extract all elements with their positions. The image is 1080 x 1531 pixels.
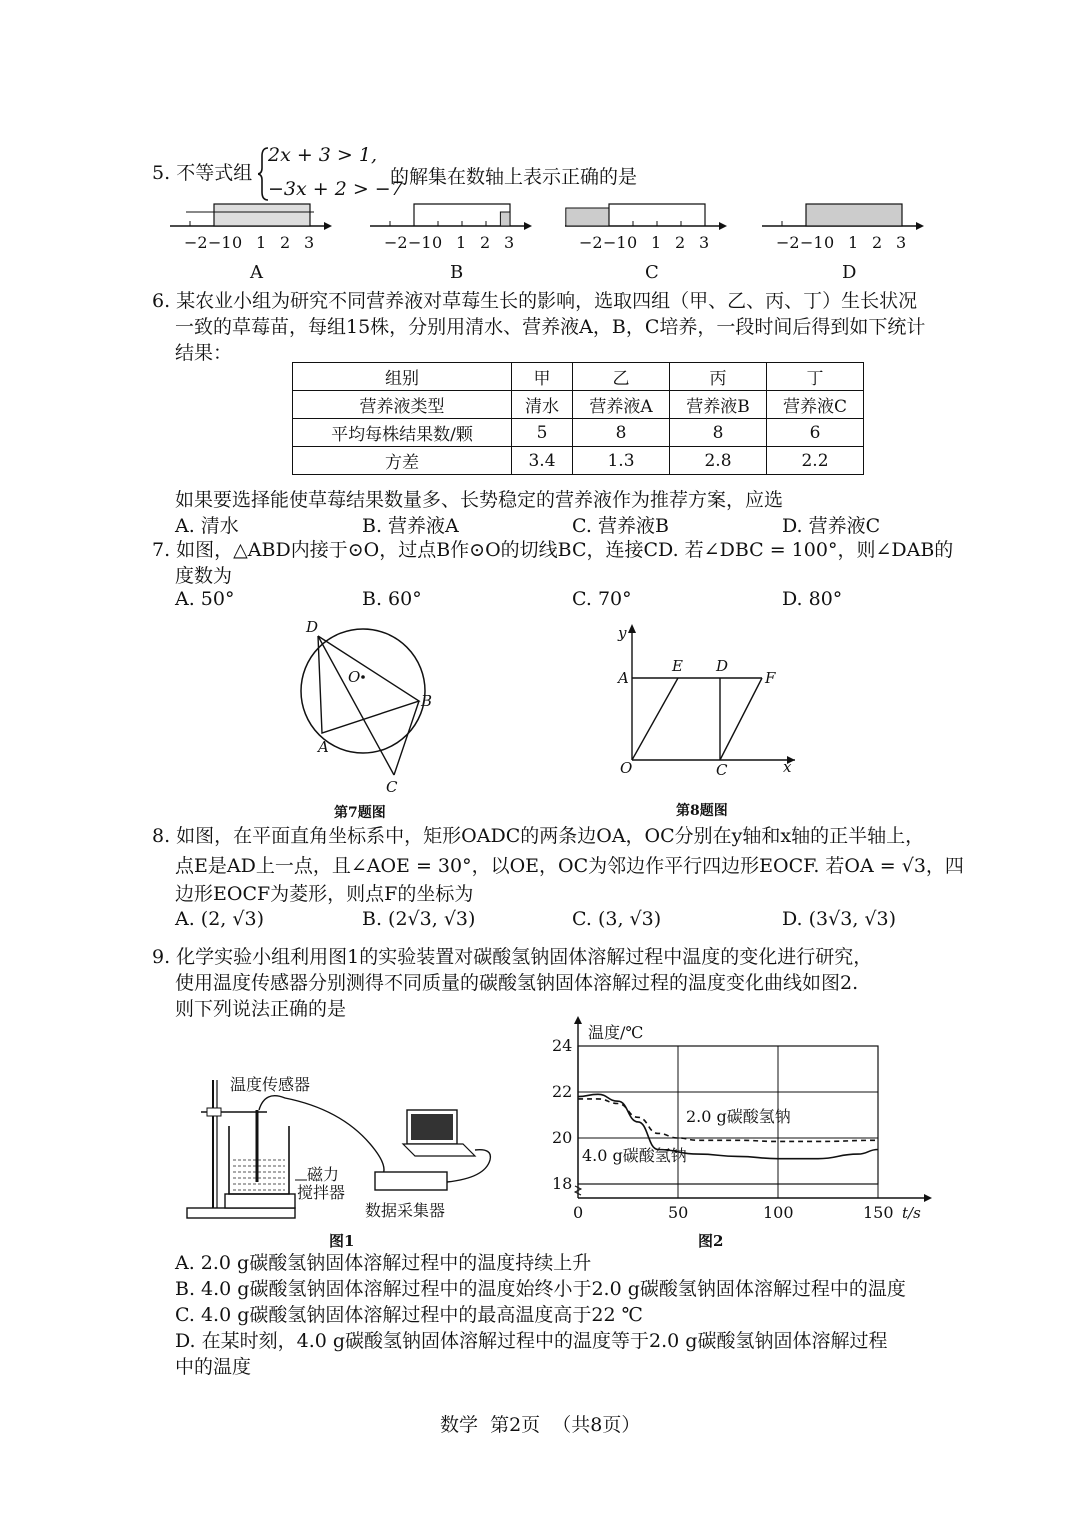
table-row (293, 419, 864, 447)
fig1-stirrer-label-2: 搅拌器 (297, 1183, 346, 1202)
table-cell: 乙 (573, 363, 670, 391)
q6-option-d: D. 营养液C (782, 515, 881, 537)
y-tick-label: 22 (552, 1082, 573, 1101)
q7-label-o: O (348, 668, 361, 686)
q7-label-b: B (421, 692, 433, 710)
q8-label-y: y (618, 624, 627, 642)
table-cell: 甲 (512, 363, 573, 391)
table-cell: 营养液B (670, 391, 767, 419)
tick-label: −1 (208, 233, 232, 252)
table-row (293, 447, 864, 475)
q9-line1: 9. 化学实验小组利用图1的实验装置对碳酸氢钠固体溶解过程中温度的变化进行研究， (152, 946, 873, 968)
tick-label: 0 (432, 233, 443, 252)
q6-option-a: A. 清水 (175, 515, 239, 537)
q5-ineq1: 2x + 3 > 1, (268, 144, 378, 166)
q5-number: 5. (152, 162, 171, 184)
y-tick-label: 18 (552, 1174, 573, 1193)
q6-option-c: C. 营养液B (572, 515, 669, 537)
table-cell: 方差 (293, 447, 512, 475)
fig1-stirrer-label-1: 磁力 (307, 1165, 340, 1184)
tick-label: 1 (651, 233, 662, 252)
series-label-2: 4.0 g碳酸氢钠 (582, 1146, 687, 1165)
q6-table (292, 362, 864, 475)
x-axis-arrow (924, 1194, 932, 1202)
q8-option-b: B. (2√3, √3) (362, 908, 476, 930)
table-cell: 8 (670, 419, 767, 447)
q8-label-d: D (716, 657, 729, 675)
axis-arrow (324, 222, 332, 230)
q9-option-a: A. 2.0 g碳酸氢钠固体溶解过程中的温度持续上升 (175, 1252, 592, 1274)
tick-label: 0 (627, 233, 638, 252)
chart-y-axis-label: 温度/℃ (588, 1023, 644, 1042)
tick-label: −1 (800, 233, 824, 252)
series-label-1: 2.0 g碳酸氢钠 (686, 1106, 791, 1126)
tick-label: −2 (776, 233, 800, 252)
table-cell: 清水 (512, 391, 573, 419)
option-label: C (645, 262, 659, 283)
q9-option-b: B. 4.0 g碳酸氢钠固体溶解过程中的温度始终小于2.0 g碳酸氢钠固体溶解过程中的温度 (175, 1278, 906, 1300)
y-tick-label: 20 (552, 1128, 573, 1147)
q9-option-d: D. 在某时刻，4.0 g碳酸氢钠固体溶解过程中的温度等于2.0 g碳酸氢钠固体溶解过程 (175, 1330, 888, 1352)
q7-line2: 度数为 (175, 565, 233, 587)
q5-ineq2: −3x + 2 > −7 (268, 178, 403, 200)
x-tick-label: 150 (863, 1203, 894, 1222)
solution-region (566, 208, 609, 226)
q8-option-a: A. (2, √3) (175, 908, 264, 930)
q9-line3: 则下列说法正确的是 (175, 998, 347, 1020)
tick-label: −2 (184, 233, 208, 252)
q6-line2: 一致的草莓苗，每组15株，分别用清水、营养液A，B，C培养，一段时间后得到如下统计 (175, 316, 926, 338)
tick-label: 3 (896, 233, 907, 252)
number-line-a (170, 204, 332, 283)
q5-stem (152, 158, 252, 185)
chart-caption: 图2 (698, 1232, 724, 1250)
q5-suffix: 的解集在数轴上表示正确的是 (390, 166, 638, 188)
option-label: B (450, 262, 464, 283)
tick-label: 3 (699, 233, 710, 252)
table-cell: 丙 (670, 363, 767, 391)
solution-region (500, 212, 510, 226)
q8-label-c: C (716, 761, 728, 779)
x-tick-label: 0 (573, 1203, 584, 1222)
q7-label-a: A (318, 738, 329, 756)
x-tick-label: 100 (763, 1203, 794, 1222)
y-axis-arrow (574, 1016, 582, 1024)
q9-option-d-continued: 中的温度 (175, 1356, 252, 1378)
q6-option-b: B. 营养液A (362, 515, 459, 537)
solution-region (214, 204, 310, 226)
q8-line3: 边形EOCF为菱形，则点F的坐标为 (175, 883, 474, 905)
tick-label: 2 (480, 233, 491, 252)
table-cell: 营养液类型 (293, 391, 512, 419)
q7-option-a: A. 50° (175, 588, 235, 610)
q8-line2: 点E是AD上一点，且∠AOE = 30°，以OE，OC为邻边作平行四边形EOCF. 若OA = √3，四 (175, 855, 964, 877)
tick-label: 1 (456, 233, 467, 252)
option-label: A (250, 262, 263, 283)
table-cell: 8 (573, 419, 670, 447)
tick-label: −1 (603, 233, 627, 252)
q5-prefix: 不等式组 (176, 162, 253, 184)
number-line-c (565, 204, 727, 283)
tick-label: 3 (504, 233, 515, 252)
q6-line3: 结果： (175, 342, 233, 364)
tick-label: −2 (384, 233, 408, 252)
table-cell: 2.2 (767, 447, 864, 475)
q8-label-o: O (620, 759, 633, 777)
tick-label: 2 (280, 233, 291, 252)
table-cell: 6 (767, 419, 864, 447)
q7-label-d: D (306, 618, 319, 636)
q8-label-a: A (618, 669, 629, 687)
tick-label: 3 (304, 233, 315, 252)
q8-option-d: D. (3√3, √3) (782, 908, 897, 930)
tick-label: 2 (872, 233, 883, 252)
solution-region (806, 204, 902, 226)
q9-option-c: C. 4.0 g碳酸氢钠固体溶解过程中的最高温度高于22 ℃ (175, 1304, 643, 1326)
q8-figure (600, 620, 800, 832)
tick-label: 1 (848, 233, 859, 252)
q8-label-f: F (765, 669, 776, 687)
q7-figure (290, 612, 450, 832)
q7-label-c: C (386, 778, 398, 796)
q8-option-c: C. (3, √3) (572, 908, 662, 930)
table-cell: 营养液C (767, 391, 864, 419)
tick-label: 1 (256, 233, 267, 252)
table-cell: 3.4 (512, 447, 573, 475)
tick-label: 0 (824, 233, 835, 252)
tick-label: −2 (579, 233, 603, 252)
q8-line1: 8. 如图，在平面直角坐标系中，矩形OADC的两条边OA，OC分别在y轴和x轴的正半轴上， (152, 825, 925, 847)
page-footer: 数学 第2页 （共8页） (440, 1414, 641, 1436)
table-cell: 5 (512, 419, 573, 447)
y-tick-label: 24 (552, 1036, 573, 1055)
table-cell: 2.8 (670, 447, 767, 475)
table-cell: 丁 (767, 363, 864, 391)
fig1-collector-label: 数据采集器 (365, 1201, 446, 1220)
x-tick-label: 50 (668, 1203, 689, 1222)
table-cell: 营养液A (573, 391, 670, 419)
tick-label: −1 (408, 233, 432, 252)
option-label: D (842, 262, 857, 283)
q7-caption: 第7题图 (334, 805, 386, 821)
fig1-sensor-label: 温度传感器 (230, 1075, 311, 1094)
number-line-d (762, 204, 924, 283)
q6-line1: 6. 某农业小组为研究不同营养液对草莓生长的影响，选取四组（甲、乙、丙、丁）生长状况 (152, 290, 918, 312)
tick-label: 0 (232, 233, 243, 252)
q7-option-d: D. 80° (782, 588, 843, 610)
table-cell: 平均每株结果数/颗 (293, 419, 512, 447)
q7-option-b: B. 60° (362, 588, 422, 610)
q8-label-e: E (672, 657, 683, 675)
axis-arrow (916, 222, 924, 230)
q8-label-x: x (783, 758, 792, 776)
axis-arrow (719, 222, 727, 230)
axis-arrow (524, 222, 532, 230)
chart-x-axis-label: t/s (902, 1204, 921, 1222)
q7-line1: 7. 如图，△ABD内接于⊙O，过点B作⊙O的切线BC，连接CD. 若∠DBC = 100°，则∠DAB的 (152, 539, 954, 561)
table-cell: 组别 (293, 363, 512, 391)
q9-figure-2-chart (540, 1014, 940, 1254)
q7-option-c: C. 70° (572, 588, 632, 610)
fig1-caption: 图1 (329, 1232, 355, 1250)
q5-number-lines (170, 196, 950, 286)
number-line-b (370, 204, 532, 283)
q9-line2: 使用温度传感器分别测得不同质量的碳酸氢钠固体溶解过程的温度变化曲线如图2. (175, 972, 859, 994)
q8-caption: 第8题图 (676, 803, 728, 819)
axis-break (575, 1186, 581, 1195)
table-cell: 1.3 (573, 447, 670, 475)
q6-question: 如果要选择能使草莓结果数量多、长势稳定的营养液作为推荐方案，应选 (175, 489, 784, 511)
q9-figure-1 (185, 1070, 515, 1250)
table-row (293, 391, 864, 419)
tick-label: 2 (675, 233, 686, 252)
table-row (293, 363, 864, 391)
